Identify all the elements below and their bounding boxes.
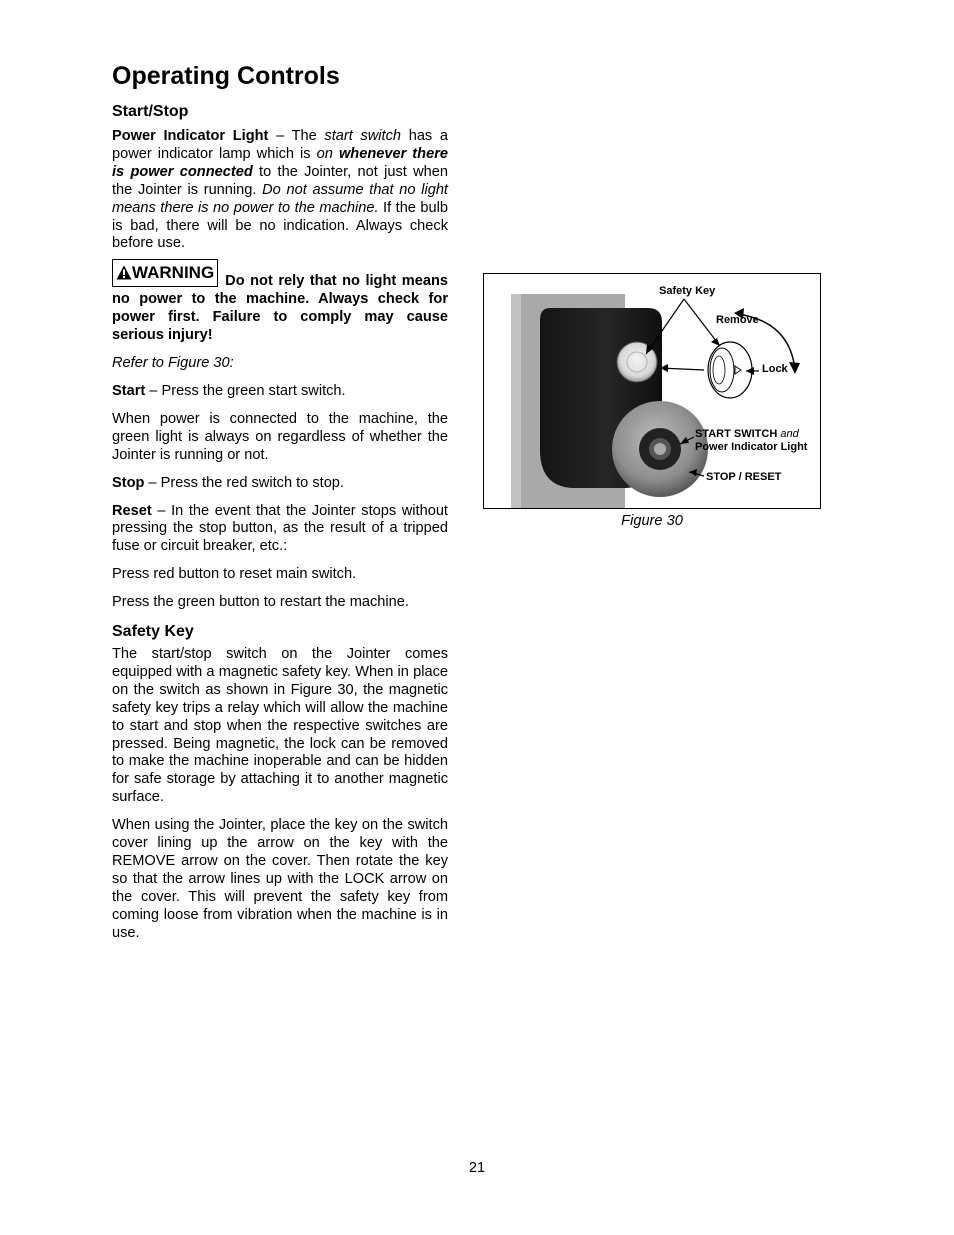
start-stop-heading: Start/Stop [112, 103, 189, 120]
safety-key-paragraph-2: When using the Jointer, place the key on the switch cover lining up the arrow on the key with the REMOVE arrow on the cover. Then rotate the key so that the arrow lines up with the LOCK arrow on the cover. This will prevent the safety key from coming loose from vibration when the machine is in use. [112, 817, 448, 941]
warning-badge-label: WARNING [132, 263, 215, 283]
start-switch-term: start switch [324, 128, 402, 144]
figure-label-safety-key: Safety Key [659, 285, 716, 297]
figure-30 [483, 273, 821, 509]
figure-label-remove: Remove [716, 314, 759, 326]
figure-label-start-switch [695, 428, 799, 440]
text-run: – In the event that the Jointer stops without pressing the stop button, as the result of a tripped fuse or circuit breaker, etc.: [112, 502, 448, 555]
and-label: and [777, 428, 799, 440]
stop-paragraph [112, 475, 448, 493]
power-indicator-term: Power Indicator Light [112, 128, 269, 144]
power-indicator-paragraph [112, 128, 448, 253]
figure-caption: Figure 30 [621, 513, 683, 529]
text-run: – Press the green start switch. [145, 382, 346, 399]
text-run: has a power indicator lamp which is [112, 128, 449, 162]
refer-figure-text: Refer to Figure 30: [112, 355, 234, 372]
main-column [112, 102, 448, 953]
figure-label-lock: Lock [762, 363, 788, 375]
reset-term: Reset [112, 502, 152, 519]
press-red-paragraph: Press red button to reset main switch. [112, 566, 357, 583]
start-term: Start [112, 382, 146, 399]
whenever-power-emphasis: whenever there is power connected [112, 145, 448, 180]
text-run: to the Jointer, not just when the Jointer is running. [112, 163, 448, 198]
safety-key-paragraph-1: The start/stop switch on the Jointer comes equipped with a magnetic safety key. When in place on the switch as shown in Figure 30, the magnetic safety key trips a relay which will allow the machine to start and stop when the respective switches are pressed. Being magnetic, the lock can be removed to make the machine inoperable and can be hidden for safe storage by attaching it to another magnetic surface. [112, 646, 448, 806]
reset-paragraph [112, 503, 448, 557]
start-paragraph [112, 383, 448, 401]
figure-label-power-indicator: Power Indicator Light [695, 441, 808, 453]
on-term: on [316, 145, 333, 162]
press-green-paragraph: Press the green button to restart the machine. [112, 594, 409, 611]
text-run: – The [268, 128, 325, 144]
safety-key-heading: Safety Key [112, 623, 194, 641]
safety-key [708, 342, 752, 398]
page-title: Operating Controls [112, 62, 340, 90]
stop-term: Stop [112, 474, 145, 491]
warning-text: Do not rely that no light means no power to the machine. Always check for power first. Failure to comply may cause serious injury! [112, 273, 448, 344]
assumption-note: Do not assume that no light means there is no power to the machine. [112, 181, 448, 216]
page-number: 21 [468, 1160, 486, 1176]
text-run: – Press the red switch to stop. [144, 474, 344, 491]
start-switch-label: START SWITCH [695, 428, 778, 440]
warning-badge [112, 259, 218, 287]
text-run: If the bulb is bad, there will be no indication. Always check before use. [112, 199, 448, 252]
warning-triangle-icon [116, 265, 132, 280]
power-connected-paragraph: When power is connected to the machine, the green light is always on regardless of whether the Jointer is running or not. [112, 410, 448, 463]
warning-block [112, 263, 448, 345]
figure-label-stop-reset: STOP / RESET [706, 471, 782, 483]
